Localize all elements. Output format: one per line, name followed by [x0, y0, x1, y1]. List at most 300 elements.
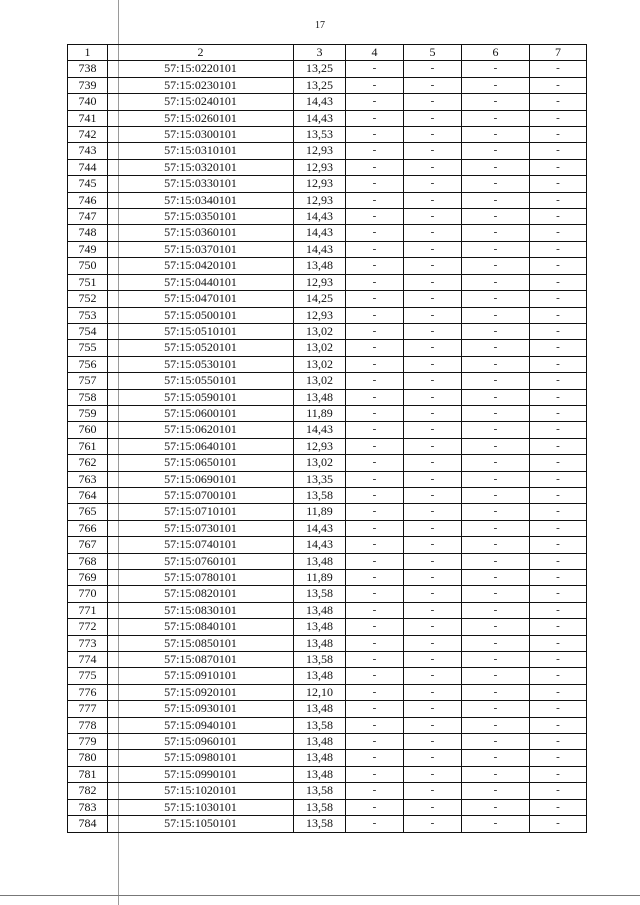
- value: 14,25: [294, 291, 346, 307]
- col5-value: -: [404, 750, 462, 766]
- cadastral-number: 57:15:0350101: [108, 209, 294, 225]
- table-row: [68, 717, 587, 733]
- cadastral-number: 57:15:0510101: [108, 323, 294, 339]
- col7-value: -: [530, 602, 587, 618]
- table-row: [68, 570, 587, 586]
- table-row: [68, 274, 587, 290]
- col6-value: -: [462, 291, 530, 307]
- col4-value: -: [346, 176, 404, 192]
- value: 13,48: [294, 553, 346, 569]
- value: 13,02: [294, 340, 346, 356]
- col6-value: -: [462, 783, 530, 799]
- row-number: 749: [68, 241, 108, 257]
- row-number: 780: [68, 750, 108, 766]
- row-number: 745: [68, 176, 108, 192]
- column-header-5: 5: [404, 45, 462, 61]
- cadastral-number: 57:15:1020101: [108, 783, 294, 799]
- value: 12,93: [294, 159, 346, 175]
- value: 13,02: [294, 373, 346, 389]
- col4-value: -: [346, 570, 404, 586]
- cadastral-number: 57:15:0360101: [108, 225, 294, 241]
- row-number: 766: [68, 520, 108, 536]
- col5-value: -: [404, 717, 462, 733]
- col5-value: -: [404, 192, 462, 208]
- cadastral-number: 57:15:0420101: [108, 258, 294, 274]
- value: 13,48: [294, 668, 346, 684]
- col7-value: -: [530, 520, 587, 536]
- table-row: [68, 504, 587, 520]
- col4-value: -: [346, 77, 404, 93]
- col7-value: -: [530, 258, 587, 274]
- col6-value: -: [462, 487, 530, 503]
- row-number: 756: [68, 356, 108, 372]
- cadastral-number: 57:15:0230101: [108, 77, 294, 93]
- col4-value: -: [346, 422, 404, 438]
- cadastral-number: 57:15:0470101: [108, 291, 294, 307]
- col7-value: -: [530, 291, 587, 307]
- column-header-6: 6: [462, 45, 530, 61]
- col5-value: -: [404, 356, 462, 372]
- col4-value: -: [346, 274, 404, 290]
- col5-value: -: [404, 159, 462, 175]
- table-row: [68, 537, 587, 553]
- table-row: [68, 94, 587, 110]
- col5-value: -: [404, 127, 462, 143]
- col5-value: -: [404, 94, 462, 110]
- col7-value: -: [530, 94, 587, 110]
- value: 13,53: [294, 127, 346, 143]
- table-row: [68, 356, 587, 372]
- cadastral-number: 57:15:0530101: [108, 356, 294, 372]
- col5-value: -: [404, 340, 462, 356]
- row-number: 754: [68, 323, 108, 339]
- col7-value: -: [530, 422, 587, 438]
- col4-value: -: [346, 471, 404, 487]
- col7-value: -: [530, 750, 587, 766]
- col4-value: -: [346, 438, 404, 454]
- page-number: 17: [315, 20, 325, 31]
- value: 14,43: [294, 225, 346, 241]
- value: 13,48: [294, 750, 346, 766]
- table-row: [68, 77, 587, 93]
- cadastral-number: 57:15:0710101: [108, 504, 294, 520]
- col7-value: -: [530, 61, 587, 77]
- table-row: [68, 209, 587, 225]
- col7-value: -: [530, 405, 587, 421]
- table-row: [68, 684, 587, 700]
- value: 12,93: [294, 192, 346, 208]
- col5-value: -: [404, 389, 462, 405]
- col6-value: -: [462, 750, 530, 766]
- cadastral-number: 57:15:0650101: [108, 455, 294, 471]
- table-row: [68, 61, 587, 77]
- cadastral-number: 57:15:0850101: [108, 635, 294, 651]
- cadastral-number: 57:15:0440101: [108, 274, 294, 290]
- table-row: [68, 734, 587, 750]
- col5-value: -: [404, 586, 462, 602]
- cadastral-number: 57:15:0700101: [108, 487, 294, 503]
- col5-value: -: [404, 684, 462, 700]
- value: 13,48: [294, 602, 346, 618]
- row-number: 762: [68, 455, 108, 471]
- cadastral-number: 57:15:0780101: [108, 570, 294, 586]
- col7-value: -: [530, 127, 587, 143]
- col7-value: -: [530, 389, 587, 405]
- table-row: [68, 176, 587, 192]
- row-number: 769: [68, 570, 108, 586]
- col5-value: -: [404, 307, 462, 323]
- col6-value: -: [462, 438, 530, 454]
- value: 13,48: [294, 635, 346, 651]
- cadastral-number: 57:15:0590101: [108, 389, 294, 405]
- col7-value: -: [530, 471, 587, 487]
- table-row: [68, 110, 587, 126]
- col6-value: -: [462, 635, 530, 651]
- col5-value: -: [404, 373, 462, 389]
- col6-value: -: [462, 799, 530, 815]
- col5-value: -: [404, 471, 462, 487]
- column-header-2: 2: [108, 45, 294, 61]
- row-number: 741: [68, 110, 108, 126]
- row-number: 738: [68, 61, 108, 77]
- table-row: [68, 241, 587, 257]
- cadastral-number: 57:15:0500101: [108, 307, 294, 323]
- col6-value: -: [462, 356, 530, 372]
- col5-value: -: [404, 77, 462, 93]
- cadastral-number: 57:15:0940101: [108, 717, 294, 733]
- col6-value: -: [462, 176, 530, 192]
- col6-value: -: [462, 94, 530, 110]
- col5-value: -: [404, 225, 462, 241]
- col4-value: -: [346, 258, 404, 274]
- column-header-7: 7: [530, 45, 587, 61]
- col5-value: -: [404, 553, 462, 569]
- row-number: 777: [68, 701, 108, 717]
- table-row: [68, 783, 587, 799]
- table-row: [68, 340, 587, 356]
- col6-value: -: [462, 602, 530, 618]
- col6-value: -: [462, 209, 530, 225]
- col5-value: -: [404, 487, 462, 503]
- col5-value: -: [404, 783, 462, 799]
- cadastral-number: 57:15:0330101: [108, 176, 294, 192]
- table-row: [68, 586, 587, 602]
- col4-value: -: [346, 159, 404, 175]
- cadastral-number: 57:15:0820101: [108, 586, 294, 602]
- col7-value: -: [530, 373, 587, 389]
- col7-value: -: [530, 307, 587, 323]
- cadastral-number: 57:15:0830101: [108, 602, 294, 618]
- row-number: 784: [68, 816, 108, 832]
- col4-value: -: [346, 816, 404, 832]
- col4-value: -: [346, 209, 404, 225]
- cadastral-number: 57:15:0690101: [108, 471, 294, 487]
- col4-value: -: [346, 602, 404, 618]
- col7-value: -: [530, 356, 587, 372]
- row-number: 782: [68, 783, 108, 799]
- col7-value: -: [530, 143, 587, 159]
- col7-value: -: [530, 438, 587, 454]
- value: 13,02: [294, 323, 346, 339]
- col4-value: -: [346, 94, 404, 110]
- column-header-3: 3: [294, 45, 346, 61]
- table-row: [68, 471, 587, 487]
- table-row: [68, 553, 587, 569]
- col6-value: -: [462, 373, 530, 389]
- row-number: 751: [68, 274, 108, 290]
- col5-value: -: [404, 520, 462, 536]
- col4-value: -: [346, 783, 404, 799]
- cadastral-number: 57:15:0550101: [108, 373, 294, 389]
- table-row: [68, 258, 587, 274]
- table-row: [68, 127, 587, 143]
- col5-value: -: [404, 734, 462, 750]
- cadastral-number: 57:15:0340101: [108, 192, 294, 208]
- col5-value: -: [404, 816, 462, 832]
- row-number: 758: [68, 389, 108, 405]
- col7-value: -: [530, 77, 587, 93]
- col4-value: -: [346, 750, 404, 766]
- value: 13,48: [294, 766, 346, 782]
- table-row: [68, 750, 587, 766]
- table-row: [68, 701, 587, 717]
- col6-value: -: [462, 225, 530, 241]
- row-number: 783: [68, 799, 108, 815]
- value: 13,58: [294, 717, 346, 733]
- cadastral-number: 57:15:0760101: [108, 553, 294, 569]
- col7-value: -: [530, 652, 587, 668]
- col4-value: -: [346, 701, 404, 717]
- row-number: 768: [68, 553, 108, 569]
- col6-value: -: [462, 471, 530, 487]
- col4-value: -: [346, 520, 404, 536]
- col4-value: -: [346, 127, 404, 143]
- col6-value: -: [462, 258, 530, 274]
- col7-value: -: [530, 570, 587, 586]
- col4-value: -: [346, 799, 404, 815]
- value: 13,25: [294, 61, 346, 77]
- row-number: 770: [68, 586, 108, 602]
- table-row: [68, 766, 587, 782]
- col4-value: -: [346, 340, 404, 356]
- value: 13,48: [294, 619, 346, 635]
- col6-value: -: [462, 307, 530, 323]
- col5-value: -: [404, 61, 462, 77]
- row-number: 744: [68, 159, 108, 175]
- col4-value: -: [346, 192, 404, 208]
- col7-value: -: [530, 110, 587, 126]
- cadastral-number: 57:15:1050101: [108, 816, 294, 832]
- cadastral-number: 57:15:0990101: [108, 766, 294, 782]
- value: 13,48: [294, 258, 346, 274]
- col6-value: -: [462, 241, 530, 257]
- table-row: [68, 225, 587, 241]
- col4-value: -: [346, 553, 404, 569]
- table-row: [68, 635, 587, 651]
- col7-value: -: [530, 619, 587, 635]
- col5-value: -: [404, 652, 462, 668]
- col6-value: -: [462, 192, 530, 208]
- col6-value: -: [462, 389, 530, 405]
- row-number: 740: [68, 94, 108, 110]
- value: 13,58: [294, 652, 346, 668]
- col4-value: -: [346, 110, 404, 126]
- table-row: [68, 373, 587, 389]
- cadastral-number: 57:15:0730101: [108, 520, 294, 536]
- table-row: [68, 619, 587, 635]
- col4-value: -: [346, 356, 404, 372]
- col6-value: -: [462, 405, 530, 421]
- col7-value: -: [530, 340, 587, 356]
- row-number: 778: [68, 717, 108, 733]
- col6-value: -: [462, 816, 530, 832]
- col6-value: -: [462, 537, 530, 553]
- col7-value: -: [530, 192, 587, 208]
- row-number: 743: [68, 143, 108, 159]
- col7-value: -: [530, 537, 587, 553]
- row-number: 767: [68, 537, 108, 553]
- cadastral-number: 57:15:0370101: [108, 241, 294, 257]
- row-number: 755: [68, 340, 108, 356]
- col7-value: -: [530, 159, 587, 175]
- col5-value: -: [404, 570, 462, 586]
- col6-value: -: [462, 734, 530, 750]
- col4-value: -: [346, 504, 404, 520]
- col4-value: -: [346, 225, 404, 241]
- table-row: [68, 816, 587, 832]
- table-row: [68, 291, 587, 307]
- cadastral-number: 57:15:0870101: [108, 652, 294, 668]
- col7-value: -: [530, 816, 587, 832]
- value: 14,43: [294, 537, 346, 553]
- col5-value: -: [404, 291, 462, 307]
- value: 13,48: [294, 389, 346, 405]
- value: 12,93: [294, 438, 346, 454]
- col4-value: -: [346, 143, 404, 159]
- value: 13,58: [294, 783, 346, 799]
- col6-value: -: [462, 668, 530, 684]
- cadastral-number: 57:15:0980101: [108, 750, 294, 766]
- col5-value: -: [404, 504, 462, 520]
- value: 14,43: [294, 209, 346, 225]
- value: 12,93: [294, 176, 346, 192]
- col5-value: -: [404, 422, 462, 438]
- cadastral-number: 57:15:0620101: [108, 422, 294, 438]
- col4-value: -: [346, 668, 404, 684]
- col4-value: -: [346, 405, 404, 421]
- col4-value: -: [346, 61, 404, 77]
- row-number: 775: [68, 668, 108, 684]
- col4-value: -: [346, 487, 404, 503]
- col5-value: -: [404, 405, 462, 421]
- cadastral-number: 57:15:0260101: [108, 110, 294, 126]
- row-number: 752: [68, 291, 108, 307]
- value: 14,43: [294, 520, 346, 536]
- col6-value: -: [462, 422, 530, 438]
- col6-value: -: [462, 520, 530, 536]
- col4-value: -: [346, 307, 404, 323]
- col5-value: -: [404, 241, 462, 257]
- col7-value: -: [530, 455, 587, 471]
- cadastral-number: 57:15:0910101: [108, 668, 294, 684]
- col5-value: -: [404, 274, 462, 290]
- col7-value: -: [530, 799, 587, 815]
- col6-value: -: [462, 570, 530, 586]
- cadastral-number: 57:15:0740101: [108, 537, 294, 553]
- row-number: 771: [68, 602, 108, 618]
- cadastral-number: 57:15:0920101: [108, 684, 294, 700]
- value: 13,58: [294, 487, 346, 503]
- table-row: [68, 422, 587, 438]
- col6-value: -: [462, 61, 530, 77]
- value: 13,58: [294, 816, 346, 832]
- col6-value: -: [462, 274, 530, 290]
- col6-value: -: [462, 127, 530, 143]
- row-number: 759: [68, 405, 108, 421]
- value: 13,58: [294, 799, 346, 815]
- col5-value: -: [404, 537, 462, 553]
- col4-value: -: [346, 635, 404, 651]
- row-number: 774: [68, 652, 108, 668]
- cadastral-number: 57:15:0930101: [108, 701, 294, 717]
- col7-value: -: [530, 635, 587, 651]
- column-header-4: 4: [346, 45, 404, 61]
- col7-value: -: [530, 553, 587, 569]
- value: 14,43: [294, 110, 346, 126]
- row-number: 773: [68, 635, 108, 651]
- row-number: 746: [68, 192, 108, 208]
- row-number: 750: [68, 258, 108, 274]
- col7-value: -: [530, 323, 587, 339]
- table-row: [68, 389, 587, 405]
- value: 13,02: [294, 356, 346, 372]
- row-number: 772: [68, 619, 108, 635]
- col6-value: -: [462, 323, 530, 339]
- col4-value: -: [346, 455, 404, 471]
- col6-value: -: [462, 701, 530, 717]
- col5-value: -: [404, 668, 462, 684]
- col7-value: -: [530, 668, 587, 684]
- col6-value: -: [462, 652, 530, 668]
- col7-value: -: [530, 225, 587, 241]
- col5-value: -: [404, 635, 462, 651]
- table-row: [68, 307, 587, 323]
- col5-value: -: [404, 799, 462, 815]
- row-number: 781: [68, 766, 108, 782]
- col7-value: -: [530, 176, 587, 192]
- cadastral-number: 57:15:0840101: [108, 619, 294, 635]
- row-number: 747: [68, 209, 108, 225]
- col6-value: -: [462, 504, 530, 520]
- col6-value: -: [462, 684, 530, 700]
- col6-value: -: [462, 77, 530, 93]
- row-number: 760: [68, 422, 108, 438]
- row-number: 757: [68, 373, 108, 389]
- col6-value: -: [462, 717, 530, 733]
- col6-value: -: [462, 143, 530, 159]
- cadastral-number: 57:15:0300101: [108, 127, 294, 143]
- table-row: [68, 602, 587, 618]
- cadastral-number: 57:15:1030101: [108, 799, 294, 815]
- cadastral-number: 57:15:0320101: [108, 159, 294, 175]
- value: 14,43: [294, 422, 346, 438]
- col7-value: -: [530, 766, 587, 782]
- col6-value: -: [462, 619, 530, 635]
- value: 14,43: [294, 241, 346, 257]
- col6-value: -: [462, 766, 530, 782]
- col4-value: -: [346, 291, 404, 307]
- col4-value: -: [346, 766, 404, 782]
